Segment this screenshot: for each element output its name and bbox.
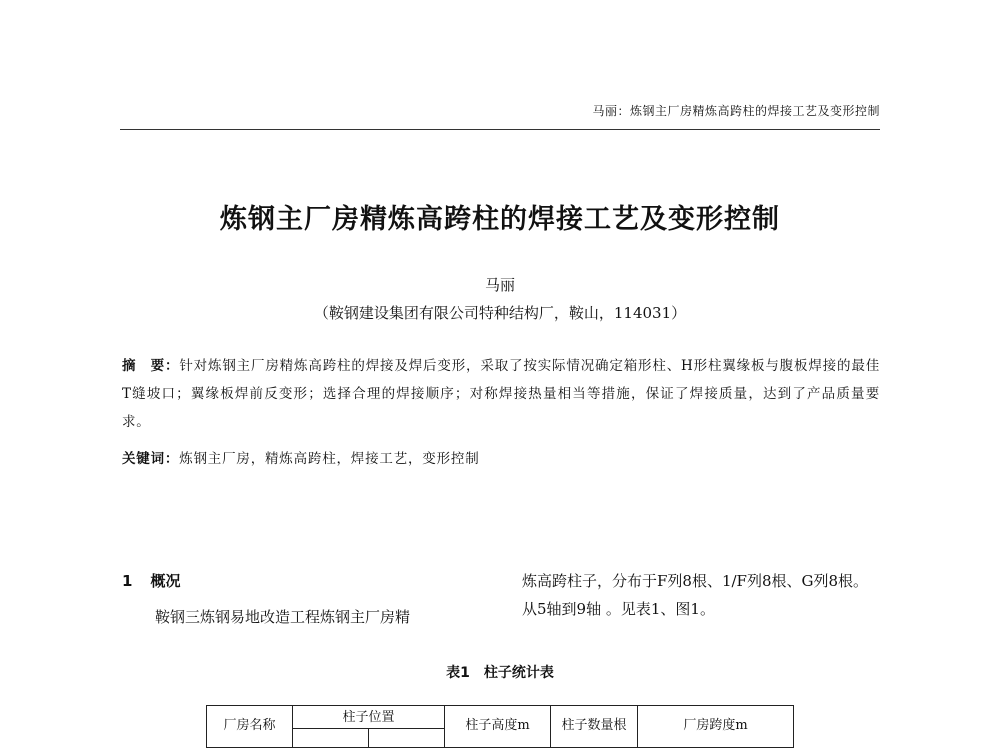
abstract [122,352,880,436]
header-plant-name: 厂房名称 [207,706,293,748]
abstract-label: 摘 要： [122,358,180,374]
header-plant-span: 厂房跨度m [638,706,794,748]
body-paragraph-right: 炼高跨柱子，分布于F列8根、1/F列8根、G列8根。从5轴到9轴 。见表1、图1。 [522,572,869,618]
header-position-sub-1 [293,729,369,748]
header-column-position: 柱子位置 [293,706,445,729]
article-title: 炼钢主厂房精炼高跨柱的焊接工艺及变形控制 [220,204,780,235]
body-paragraph-left: 鞍钢三炼钢易地改造工程炼钢主厂房精 [155,608,411,626]
section-heading [122,570,180,591]
keywords [122,447,880,471]
table-caption [0,662,1000,682]
keywords-text: 炼钢主厂房，精炼高跨柱，焊接工艺，变形控制 [179,451,480,467]
abstract-text: 针对炼钢主厂房精炼高跨柱的焊接及焊后变形，采取了按实际情况确定箱形柱、H形柱翼缘板与腹板焊接的最佳T缝坡口；翼缘板焊前反变形；选择合理的焊接顺序；对称焊接热量相当等措施，保证了焊接质量，达到了产品质量要求。 [122,358,880,430]
section-title: 概况 [150,572,181,590]
author-name: 马丽 [484,276,515,294]
running-head: 马丽：炼钢主厂房精炼高跨柱的焊接工艺及变形控制 [592,104,880,118]
table-caption-text: 柱子统计表 [483,665,554,681]
author-affiliation: （鞍钢建设集团有限公司特种结构厂，鞍山，114031） [313,304,687,322]
table-number: 表1 [446,665,470,681]
column-statistics-table [206,705,794,748]
header-column-height: 柱子高度m [445,706,551,748]
header-column-count: 柱子数量根 [551,706,638,748]
keywords-label: 关键词： [122,451,180,467]
header-position-sub-2 [369,729,445,748]
header-rule [120,129,880,130]
section-number: 1 [122,572,133,590]
